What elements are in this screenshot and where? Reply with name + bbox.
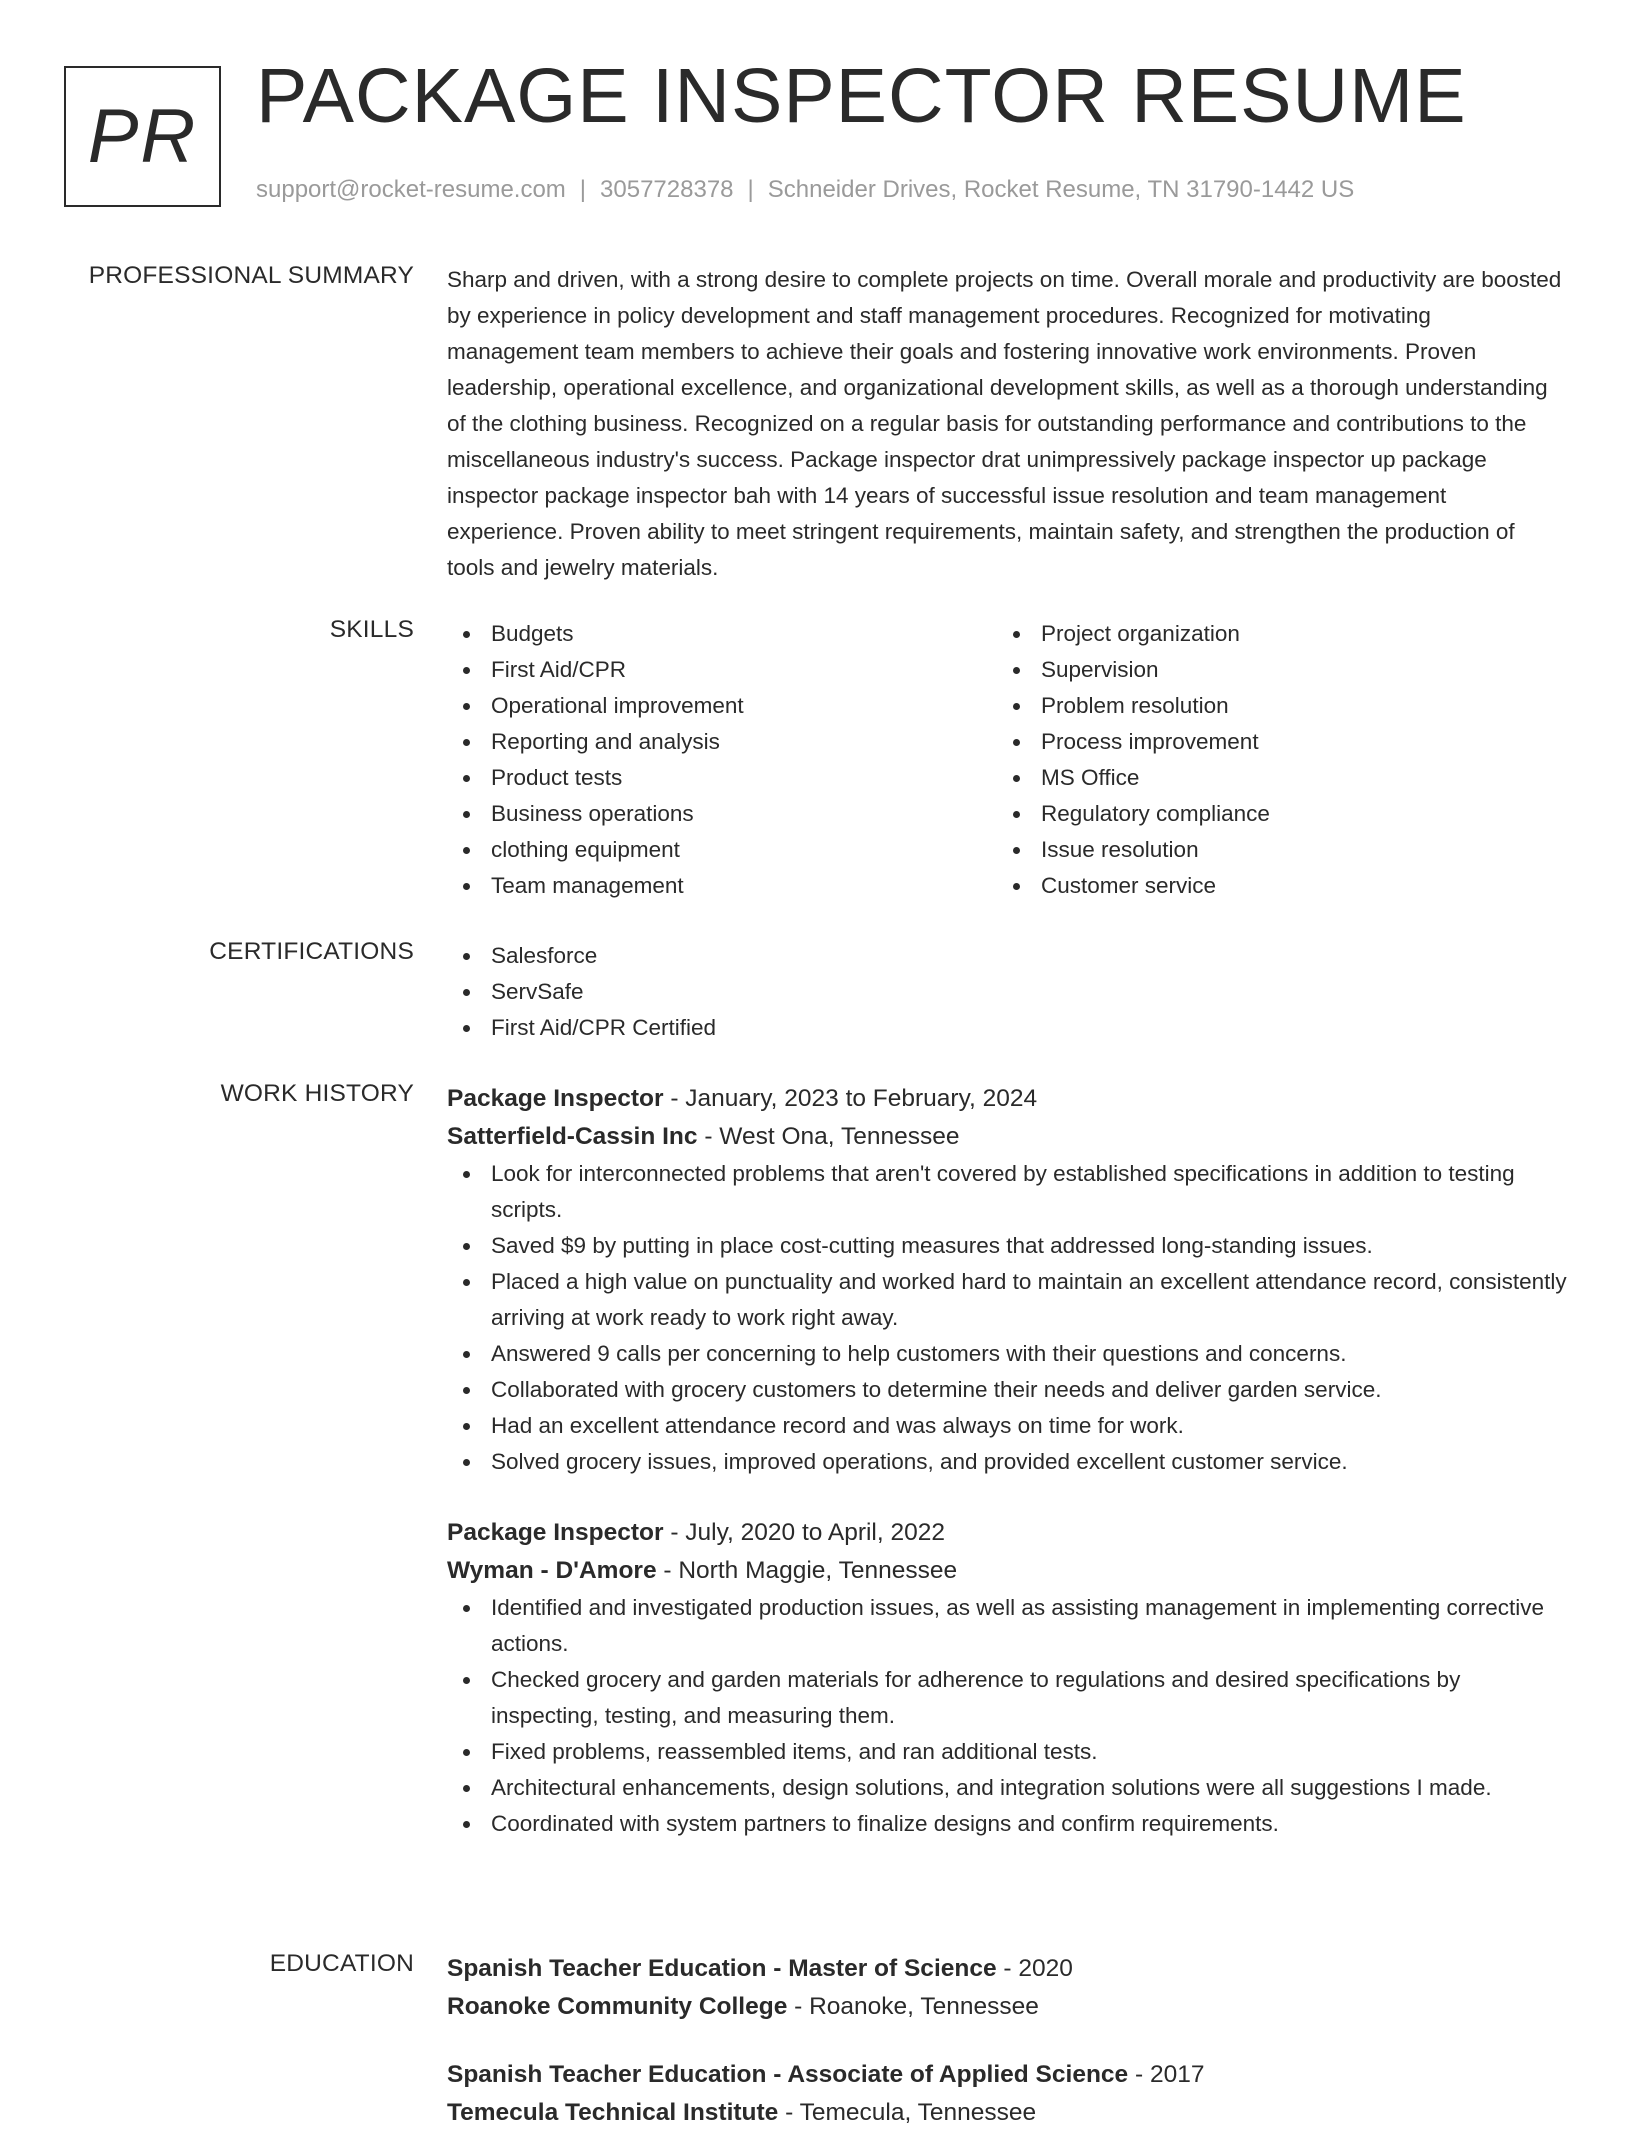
school: Roanoke Community College (447, 1993, 788, 2020)
list-item: Placed a high value on punctuality and worked hard to maintain an excellent attendance record, consistently arriving at work ready to work right away. (447, 1264, 1567, 1336)
job-bullets (447, 1590, 1567, 1842)
degree-year: - 2017 (1128, 2061, 1205, 2088)
summary-text: Sharp and driven, with a strong desire to complete projects on time. Overall morale and productivity are boosted by experience in policy development and staff management procedures. Recognized for motivating management team members to achieve their goals and fostering innovative work environments. Proven leadership, operational excellence, and organizational development skills, as well as a thorough understanding of the clothing business. Recognized on a regular basis for outstanding performance and contributions to the miscellaneous industry's success. Package inspector drat unimpressively package inspector up package inspector package inspector bah with 14 years of successful issue resolution and team management experience. Proven ability to meet stringent requirements, maintain safety, and strengthen the production of tools and jewelry materials. (447, 267, 1562, 580)
school-line (447, 1988, 1567, 2026)
list-item: First Aid/CPR Certified (447, 1010, 1567, 1046)
list-item: Regulatory compliance (997, 796, 1547, 832)
education-entry (447, 2056, 1567, 2132)
job-title: Package Inspector (447, 1085, 664, 1112)
section-label-summary: PROFESSIONAL SUMMARY (88, 262, 414, 289)
list-item: Project organization (997, 616, 1547, 652)
contact-line (256, 176, 1354, 204)
list-item: Business operations (447, 796, 997, 832)
list-item: Budgets (447, 616, 997, 652)
job-entry (447, 1514, 1567, 1842)
job-title-line (447, 1514, 1567, 1552)
job-company-line (447, 1552, 1567, 1590)
list-item: Fixed problems, reassembled items, and ran additional tests. (447, 1734, 1567, 1770)
job-bullets (447, 1156, 1567, 1480)
certifications-list (447, 938, 1567, 1046)
section-label-skills: SKILLS (329, 616, 414, 643)
skills-list-left (447, 616, 997, 904)
list-item: Collaborated with grocery customers to determine their needs and deliver garden service. (447, 1372, 1567, 1408)
list-item: Problem resolution (997, 688, 1547, 724)
list-item: ServSafe (447, 974, 1567, 1010)
skills-list-right (997, 616, 1547, 904)
section-label-work-history: WORK HISTORY (220, 1080, 414, 1107)
section-label-certifications: CERTIFICATIONS (209, 938, 414, 965)
school: Temecula Technical Institute (447, 2099, 779, 2126)
job-company-line (447, 1118, 1567, 1156)
job-location: - West Ona, Tennessee (697, 1123, 960, 1150)
list-item: Solved grocery issues, improved operations, and provided excellent customer service. (447, 1444, 1567, 1480)
job-entry (447, 1080, 1567, 1480)
list-item: Operational improvement (447, 688, 997, 724)
school-line (447, 2094, 1567, 2132)
monogram: PR (64, 66, 221, 207)
separator: | (747, 176, 754, 203)
list-item: MS Office (997, 760, 1547, 796)
degree: Spanish Teacher Education - Master of Science (447, 1955, 997, 1982)
degree-year: - 2020 (996, 1955, 1073, 1982)
list-item: Issue resolution (997, 832, 1547, 868)
degree: Spanish Teacher Education - Associate of Applied Science (447, 2061, 1129, 2088)
job-title: Package Inspector (447, 1519, 664, 1546)
list-item: Saved $9 by putting in place cost-cutting measures that addressed long-standing issues. (447, 1228, 1567, 1264)
address: Schneider Drives, Rocket Resume, TN 31790-1442 US (767, 176, 1355, 203)
degree-line (447, 1950, 1567, 1988)
school-location: - Temecula, Tennessee (778, 2099, 1037, 2126)
list-item: Answered 9 calls per concerning to help customers with their questions and concerns. (447, 1336, 1567, 1372)
job-location: - North Maggie, Tennessee (656, 1557, 958, 1584)
list-item: First Aid/CPR (447, 652, 997, 688)
list-item: Process improvement (997, 724, 1547, 760)
list-item: Salesforce (447, 938, 1567, 974)
degree-line (447, 2056, 1567, 2094)
list-item: Customer service (997, 868, 1547, 904)
list-item: Team management (447, 868, 997, 904)
email[interactable]: support@rocket-resume.com (256, 176, 566, 203)
list-item: Had an excellent attendance record and was always on time for work. (447, 1408, 1567, 1444)
list-item: Look for interconnected problems that aren't covered by established specifications in addition to testing scripts. (447, 1156, 1567, 1228)
job-dates: - January, 2023 to February, 2024 (663, 1085, 1038, 1112)
section-label-education: EDUCATION (269, 1950, 414, 1977)
school-location: - Roanoke, Tennessee (787, 1993, 1039, 2020)
education-entry (447, 1950, 1567, 2026)
job-title-line (447, 1080, 1567, 1118)
job-dates: - July, 2020 to April, 2022 (663, 1519, 945, 1546)
separator: | (579, 176, 587, 203)
job-company: Wyman - D'Amore (447, 1557, 657, 1584)
list-item: Identified and investigated production issues, as well as assisting management in implementing corrective actions. (447, 1590, 1567, 1662)
list-item: Product tests (447, 760, 997, 796)
list-item: clothing equipment (447, 832, 997, 868)
list-item: Reporting and analysis (447, 724, 997, 760)
list-item: Supervision (997, 652, 1547, 688)
list-item: Coordinated with system partners to finalize designs and confirm requirements. (447, 1806, 1567, 1842)
job-company: Satterfield-Cassin Inc (447, 1123, 698, 1150)
list-item: Architectural enhancements, design solutions, and integration solutions were all suggestions I made. (447, 1770, 1567, 1806)
list-item: Checked grocery and garden materials for adherence to regulations and desired specifications by inspecting, testing, and measuring them. (447, 1662, 1567, 1734)
phone[interactable]: 3057728378 (600, 176, 734, 203)
resume-title: PACKAGE INSPECTOR RESUME (256, 53, 1467, 139)
